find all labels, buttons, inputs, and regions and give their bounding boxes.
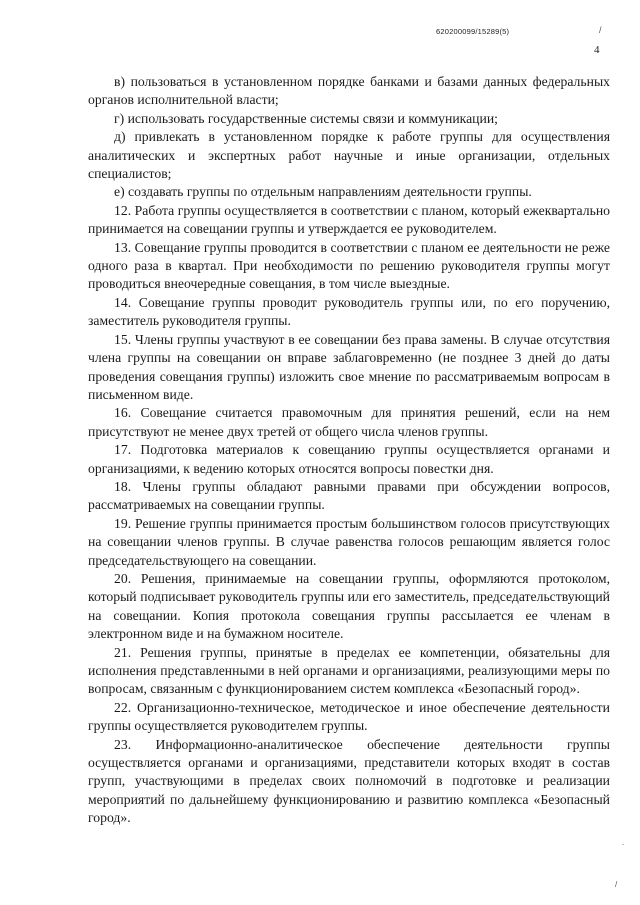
paragraph-15: 15. Члены группы участвуют в ее совещании без права замены. В случае отсутствия члена группы на совещании он вправе заблаговременно (не позднее 3 дней до даты проведения совещания группы) изложить свое мнение по рассматриваемым вопросам в письменном виде. [88,331,610,402]
scan-mark: . [622,838,625,847]
paragraph-21: 21. Решения группы, принятые в пределах ее компетенции, обязательны для исполнения представленными в ней органами и организациями, реализующими меры по вопросам, связанным с функционированием систем комплекса «Безопасный город». [88,644,610,697]
paragraph-12: 12. Работа группы осуществляется в соответствии с планом, который ежеквартально принимается на совещании группы и утверждается ее руководителем. [88,202,610,237]
paragraph-17: 17. Подготовка материалов к совещанию группы осуществляется органами и организациями, к ведению которых относятся вопросы повестки дня. [88,442,610,476]
paragraph-14: 14. Совещание группы проводит руководитель группы или, по его поручению, заместитель руководителя группы. [88,294,610,329]
paragraph-20: 20. Решения, принимаемые на совещании группы, оформляются протоколом, который подписывает руководитель группы или его заместитель, председательствующий на совещании. Копия протокола совещания группы рассылается ее членам в электронном виде и на бумажном носителе. [88,570,610,642]
scan-mark: / [615,880,618,889]
page-number: 4 [594,44,600,56]
paragraph-item-d: д) привлекать в установленном порядке к работе группы для осуществления аналитических и экспертных работ научные и иные организации, отдельных специалистов; [88,129,610,182]
paragraph-16: 16. Совещание считается правомочным для принятия решений, если на нем присутствуют не менее двух третей от общего числа членов группы. [88,405,610,439]
paragraph-22: 22. Организационно-техническое, методическое и иное обеспечение деятельности группы осуществляется руководителем группы. [88,699,610,734]
document-code: 620200099/15289(5) [436,27,510,36]
paragraph-item-v: в) пользоваться в установленном порядке банками и базами данных федеральных органов исполнительной власти; [88,74,610,108]
paragraph-23: 23. Информационно-аналитическое обеспечение деятельности группы осуществляется органами и организациями, представители которых входят в состав групп, участвующими в пределах своих полномочий в подготовке и реализации мероприятий по дальнейшему функционированию и развитию комплекса «Безопасный город». [88,736,610,826]
paragraph-item-e: е) создавать группы по отдельным направлениям деятельности группы. [114,184,532,200]
paragraph-13: 13. Совещание группы проводится в соответствии с планом ее деятельности не реже одного раза в квартал. При необходимости по решению руководителя группы могут проводиться внеочередные совещания, в том числе выездные. [88,239,610,292]
scan-mark: / [599,25,602,35]
paragraph-18: 18. Члены группы обладают равными правами при обсуждении вопросов, рассматриваемых на совещании группы. [88,478,610,513]
document-body [88,73,610,828]
paragraph-item-g: г) использовать государственные системы связи и коммуникации; [114,110,498,126]
paragraph-19: 19. Решение группы принимается простым большинством голосов присутствующих на совещании членов группы. В случае равенства голосов решающим является голос председательствующего на совещании. [88,515,610,568]
